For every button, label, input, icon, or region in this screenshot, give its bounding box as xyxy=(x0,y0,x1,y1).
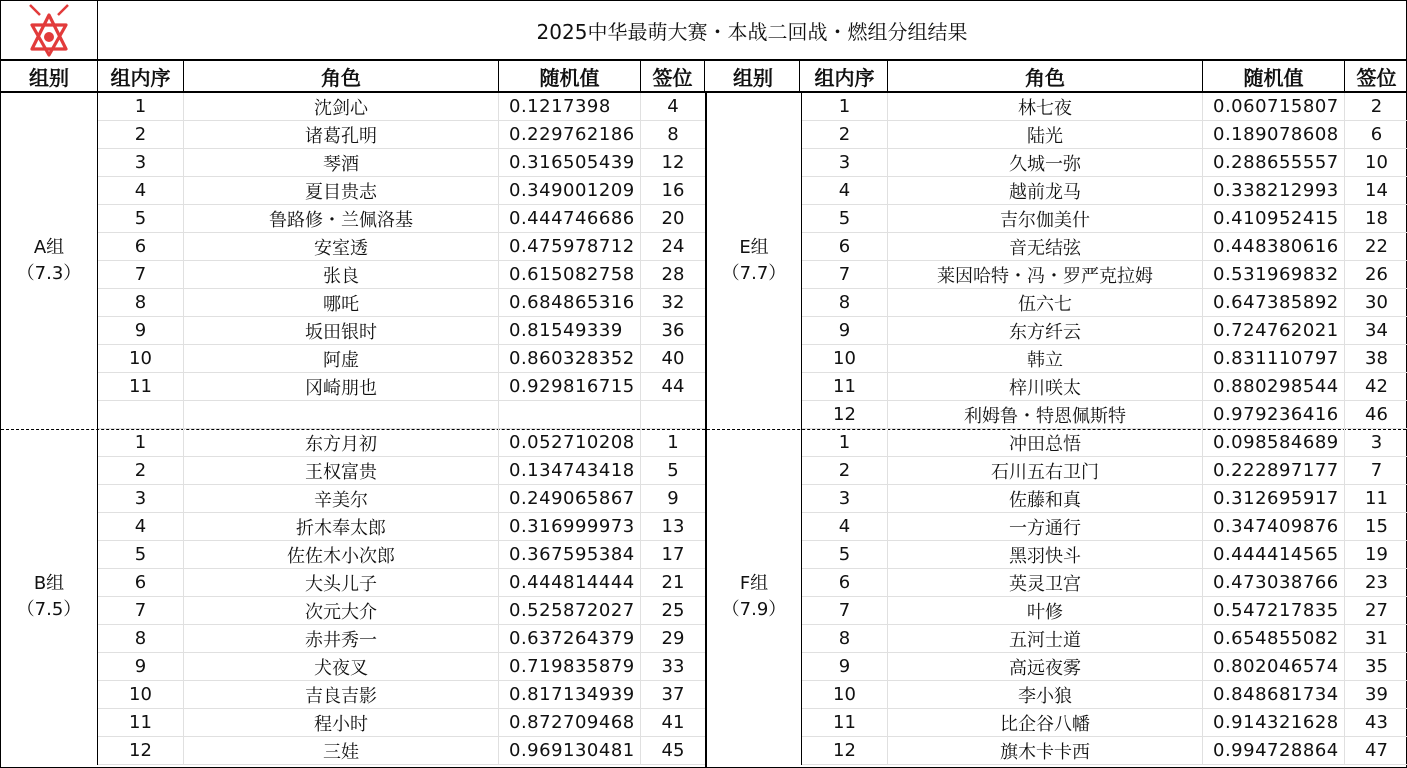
random-value: 0.444414565 xyxy=(1203,541,1345,569)
row-seq: 9 xyxy=(98,317,184,345)
table-row xyxy=(802,121,1407,149)
table-row xyxy=(802,177,1407,205)
draw-slot: 13 xyxy=(641,513,705,541)
table-row xyxy=(98,149,705,177)
table-row xyxy=(98,653,705,681)
row-seq: 3 xyxy=(802,149,888,177)
group-date: （7.9） xyxy=(721,599,787,620)
table-row xyxy=(802,261,1407,289)
group-label xyxy=(707,93,802,429)
table-row xyxy=(98,709,705,737)
row-seq: 4 xyxy=(98,177,184,205)
character-name: 高远夜雾 xyxy=(888,653,1203,681)
table-row xyxy=(802,709,1407,737)
draw-slot: 28 xyxy=(641,261,705,289)
table-row xyxy=(802,569,1407,597)
draw-slot: 30 xyxy=(1345,289,1407,317)
group-name: F组 xyxy=(739,573,769,594)
table-row xyxy=(802,289,1407,317)
table-row xyxy=(802,485,1407,513)
table-row xyxy=(98,429,705,457)
random-value: 0.994728864 xyxy=(1203,737,1345,765)
row-seq: 5 xyxy=(98,541,184,569)
table-row xyxy=(802,681,1407,709)
draw-slot: 34 xyxy=(1345,317,1407,345)
header-cell: 组别 xyxy=(1,61,98,91)
row-seq: 12 xyxy=(98,737,184,765)
character-name: 哪吒 xyxy=(184,289,499,317)
draw-slot: 11 xyxy=(1345,485,1407,513)
character-name: 佐佐木小次郎 xyxy=(184,541,499,569)
random-value: 0.134743418 xyxy=(499,457,641,485)
table-row xyxy=(98,373,705,401)
row-seq: 8 xyxy=(98,289,184,317)
random-value: 0.316505439 xyxy=(499,149,641,177)
row-seq: 2 xyxy=(98,121,184,149)
character-name: 石川五右卫门 xyxy=(888,457,1203,485)
random-value: 0.448380616 xyxy=(1203,233,1345,261)
header-cell: 签位 xyxy=(641,61,705,91)
character-name: 夏目贵志 xyxy=(184,177,499,205)
row-seq: 4 xyxy=(802,177,888,205)
draw-slot: 22 xyxy=(1345,233,1407,261)
character-name: 吉良吉影 xyxy=(184,681,499,709)
row-seq: 2 xyxy=(802,121,888,149)
header-cell: 组内序 xyxy=(98,61,184,91)
row-seq: 2 xyxy=(802,457,888,485)
random-value: 0.81549339 xyxy=(499,317,641,345)
row-seq: 7 xyxy=(98,261,184,289)
random-value: 0.229762186 xyxy=(499,121,641,149)
character-name: 冈崎朋也 xyxy=(184,373,499,401)
header-cell: 组内序 xyxy=(802,61,888,91)
row-seq: 10 xyxy=(802,345,888,373)
row-seq: 10 xyxy=(98,345,184,373)
row-seq: 1 xyxy=(802,429,888,457)
character-name xyxy=(184,401,499,429)
table-header xyxy=(1,61,1406,93)
header-cell: 角色 xyxy=(184,61,499,91)
group-block xyxy=(707,93,1406,429)
random-value: 0.444746686 xyxy=(499,205,641,233)
table-row xyxy=(802,429,1407,457)
character-name: 利姆鲁・特恩佩斯特 xyxy=(888,401,1203,429)
random-value: 0.848681734 xyxy=(1203,681,1345,709)
random-value: 0.189078608 xyxy=(1203,121,1345,149)
random-value: 0.654855082 xyxy=(1203,625,1345,653)
draw-slot: 17 xyxy=(641,541,705,569)
character-name: 诸葛孔明 xyxy=(184,121,499,149)
random-value: 0.914321628 xyxy=(1203,709,1345,737)
character-name: 安室透 xyxy=(184,233,499,261)
table-row xyxy=(802,373,1407,401)
draw-slot: 21 xyxy=(641,569,705,597)
random-value: 0.349001209 xyxy=(499,177,641,205)
draw-slot: 35 xyxy=(1345,653,1407,681)
table-row xyxy=(802,233,1407,261)
random-value: 0.1217398 xyxy=(499,93,641,121)
row-seq: 3 xyxy=(802,485,888,513)
table-row xyxy=(98,317,705,345)
table-row xyxy=(802,149,1407,177)
random-value: 0.052710208 xyxy=(499,429,641,457)
table-row xyxy=(802,401,1407,429)
draw-slot: 46 xyxy=(1345,401,1407,429)
table-row xyxy=(98,513,705,541)
character-name: 赤井秀一 xyxy=(184,625,499,653)
character-name: 东方纤云 xyxy=(888,317,1203,345)
draw-slot: 1 xyxy=(641,429,705,457)
random-value: 0.724762021 xyxy=(1203,317,1345,345)
table-row xyxy=(802,513,1407,541)
row-seq: 2 xyxy=(98,457,184,485)
table-row xyxy=(802,541,1407,569)
random-value: 0.872709468 xyxy=(499,709,641,737)
row-seq: 11 xyxy=(802,373,888,401)
character-name: 程小时 xyxy=(184,709,499,737)
character-name: 旗木卡卡西 xyxy=(888,737,1203,765)
draw-slot: 24 xyxy=(641,233,705,261)
random-value: 0.979236416 xyxy=(1203,401,1345,429)
random-value: 0.098584689 xyxy=(1203,429,1345,457)
group-name: B组 xyxy=(33,573,65,594)
row-seq: 8 xyxy=(802,625,888,653)
table-row xyxy=(802,457,1407,485)
random-value: 0.249065867 xyxy=(499,485,641,513)
random-value: 0.367595384 xyxy=(499,541,641,569)
row-seq: 11 xyxy=(802,709,888,737)
character-name: 吉尔伽美什 xyxy=(888,205,1203,233)
random-value: 0.410952415 xyxy=(1203,205,1345,233)
row-seq: 11 xyxy=(98,709,184,737)
draw-slot: 38 xyxy=(1345,345,1407,373)
row-seq: 5 xyxy=(98,205,184,233)
random-value xyxy=(499,401,641,429)
character-name: 五河士道 xyxy=(888,625,1203,653)
random-value: 0.222897177 xyxy=(1203,457,1345,485)
draw-slot: 41 xyxy=(641,709,705,737)
character-name: 辛美尔 xyxy=(184,485,499,513)
draw-slot: 18 xyxy=(1345,205,1407,233)
row-seq: 1 xyxy=(802,93,888,121)
row-seq: 8 xyxy=(802,289,888,317)
table-row xyxy=(98,681,705,709)
draw-slot: 45 xyxy=(641,737,705,765)
character-name: 林七夜 xyxy=(888,93,1203,121)
draw-slot: 2 xyxy=(1345,93,1407,121)
table-row xyxy=(98,597,705,625)
random-value: 0.969130481 xyxy=(499,737,641,765)
table-row xyxy=(802,737,1407,765)
row-seq: 3 xyxy=(98,149,184,177)
row-seq: 3 xyxy=(98,485,184,513)
random-value: 0.444814444 xyxy=(499,569,641,597)
draw-slot: 20 xyxy=(641,205,705,233)
draw-slot: 16 xyxy=(641,177,705,205)
random-value: 0.547217835 xyxy=(1203,597,1345,625)
row-seq: 10 xyxy=(802,681,888,709)
draw-slot: 47 xyxy=(1345,737,1407,765)
group-label xyxy=(707,429,802,765)
draw-slot xyxy=(641,401,705,429)
group-block xyxy=(1,93,705,429)
table-row xyxy=(98,541,705,569)
character-name: 李小狼 xyxy=(888,681,1203,709)
draw-slot: 39 xyxy=(1345,681,1407,709)
random-value: 0.473038766 xyxy=(1203,569,1345,597)
logo-icon xyxy=(18,1,80,59)
draw-slot: 36 xyxy=(641,317,705,345)
character-name: 冲田总悟 xyxy=(888,429,1203,457)
draw-slot: 4 xyxy=(641,93,705,121)
random-value: 0.312695917 xyxy=(1203,485,1345,513)
draw-slot: 10 xyxy=(1345,149,1407,177)
row-seq: 4 xyxy=(802,513,888,541)
left-half xyxy=(1,93,705,767)
character-name: 犬夜叉 xyxy=(184,653,499,681)
character-name: 沈剑心 xyxy=(184,93,499,121)
row-seq: 5 xyxy=(802,205,888,233)
draw-slot: 12 xyxy=(641,149,705,177)
draw-slot: 7 xyxy=(1345,457,1407,485)
character-name: 莱因哈特・冯・罗严克拉姆 xyxy=(888,261,1203,289)
character-name: 折木奉太郎 xyxy=(184,513,499,541)
row-seq: 7 xyxy=(802,261,888,289)
draw-slot: 44 xyxy=(641,373,705,401)
row-seq: 4 xyxy=(98,513,184,541)
random-value: 0.060715807 xyxy=(1203,93,1345,121)
character-name: 佐藤和真 xyxy=(888,485,1203,513)
character-name: 张良 xyxy=(184,261,499,289)
group-date: （7.3） xyxy=(16,263,82,284)
draw-slot: 23 xyxy=(1345,569,1407,597)
table-row xyxy=(98,261,705,289)
random-value: 0.817134939 xyxy=(499,681,641,709)
random-value: 0.525872027 xyxy=(499,597,641,625)
row-seq: 5 xyxy=(802,541,888,569)
random-value: 0.831110797 xyxy=(1203,345,1345,373)
group-date: （7.7） xyxy=(721,263,787,284)
row-seq: 6 xyxy=(98,233,184,261)
draw-slot: 37 xyxy=(641,681,705,709)
character-name: 大头儿子 xyxy=(184,569,499,597)
character-name: 琴酒 xyxy=(184,149,499,177)
table-row xyxy=(802,653,1407,681)
draw-slot: 42 xyxy=(1345,373,1407,401)
table-row xyxy=(98,233,705,261)
random-value: 0.347409876 xyxy=(1203,513,1345,541)
character-name: 韩立 xyxy=(888,345,1203,373)
table-row xyxy=(802,93,1407,121)
row-seq: 9 xyxy=(802,653,888,681)
character-name: 王权富贵 xyxy=(184,457,499,485)
character-name: 比企谷八幡 xyxy=(888,709,1203,737)
character-name: 鲁路修・兰佩洛基 xyxy=(184,205,499,233)
character-name: 英灵卫宫 xyxy=(888,569,1203,597)
random-value: 0.647385892 xyxy=(1203,289,1345,317)
table-row xyxy=(98,205,705,233)
draw-slot: 40 xyxy=(641,345,705,373)
character-name: 越前龙马 xyxy=(888,177,1203,205)
right-half xyxy=(705,93,1406,767)
row-seq: 7 xyxy=(98,597,184,625)
random-value: 0.637264379 xyxy=(499,625,641,653)
group-block xyxy=(707,429,1406,765)
table-row xyxy=(98,485,705,513)
draw-slot: 26 xyxy=(1345,261,1407,289)
table-row xyxy=(802,317,1407,345)
random-value: 0.615082758 xyxy=(499,261,641,289)
random-value: 0.475978712 xyxy=(499,233,641,261)
character-name: 伍六七 xyxy=(888,289,1203,317)
draw-slot: 5 xyxy=(641,457,705,485)
draw-slot: 29 xyxy=(641,625,705,653)
table-row xyxy=(98,569,705,597)
row-seq: 7 xyxy=(802,597,888,625)
draw-slot: 9 xyxy=(641,485,705,513)
draw-slot: 15 xyxy=(1345,513,1407,541)
draw-slot: 32 xyxy=(641,289,705,317)
row-seq: 12 xyxy=(802,737,888,765)
group-block xyxy=(1,429,705,765)
row-seq: 10 xyxy=(98,681,184,709)
table-row xyxy=(802,345,1407,373)
draw-slot: 3 xyxy=(1345,429,1407,457)
random-value: 0.880298544 xyxy=(1203,373,1345,401)
table-row xyxy=(98,177,705,205)
row-seq: 6 xyxy=(802,233,888,261)
character-name: 音无结弦 xyxy=(888,233,1203,261)
header-cell: 随机值 xyxy=(1203,61,1345,91)
random-value: 0.684865316 xyxy=(499,289,641,317)
random-value: 0.719835879 xyxy=(499,653,641,681)
row-seq: 6 xyxy=(802,569,888,597)
row-seq: 6 xyxy=(98,569,184,597)
row-seq: 8 xyxy=(98,625,184,653)
row-seq: 9 xyxy=(98,653,184,681)
logo xyxy=(1,1,98,59)
header-cell: 随机值 xyxy=(499,61,641,91)
draw-slot: 25 xyxy=(641,597,705,625)
table-row xyxy=(98,121,705,149)
character-name: 陆光 xyxy=(888,121,1203,149)
draw-slot: 27 xyxy=(1345,597,1407,625)
character-name: 久城一弥 xyxy=(888,149,1203,177)
table-row xyxy=(98,457,705,485)
row-seq: 12 xyxy=(802,401,888,429)
draw-slot: 19 xyxy=(1345,541,1407,569)
draw-slot: 8 xyxy=(641,121,705,149)
random-value: 0.802046574 xyxy=(1203,653,1345,681)
draw-slot: 31 xyxy=(1345,625,1407,653)
draw-slot: 43 xyxy=(1345,709,1407,737)
table-row xyxy=(802,205,1407,233)
title-row xyxy=(1,1,1406,61)
character-name: 东方月初 xyxy=(184,429,499,457)
character-name: 阿虚 xyxy=(184,345,499,373)
random-value: 0.338212993 xyxy=(1203,177,1345,205)
table-row xyxy=(802,625,1407,653)
group-label xyxy=(1,93,98,429)
header-cell: 角色 xyxy=(888,61,1203,91)
random-value: 0.316999973 xyxy=(499,513,641,541)
draw-slot: 14 xyxy=(1345,177,1407,205)
page-title: 2025中华最萌大赛・本战二回战・燃组分组结果 xyxy=(536,19,968,44)
row-seq: 1 xyxy=(98,93,184,121)
row-seq: 1 xyxy=(98,429,184,457)
draw-slot: 33 xyxy=(641,653,705,681)
random-value: 0.531969832 xyxy=(1203,261,1345,289)
table-row xyxy=(98,289,705,317)
character-name: 三娃 xyxy=(184,737,499,765)
row-seq xyxy=(98,401,184,429)
header-cell: 组别 xyxy=(707,61,800,91)
group-date: （7.5） xyxy=(16,599,82,620)
table-row xyxy=(98,401,705,429)
row-seq: 11 xyxy=(98,373,184,401)
character-name: 黑羽快斗 xyxy=(888,541,1203,569)
group-name: A组 xyxy=(33,237,65,258)
draw-slot: 6 xyxy=(1345,121,1407,149)
character-name: 叶修 xyxy=(888,597,1203,625)
character-name: 梓川咲太 xyxy=(888,373,1203,401)
header-cell: 签位 xyxy=(1356,65,1397,90)
character-name: 次元大介 xyxy=(184,597,499,625)
random-value: 0.288655557 xyxy=(1203,149,1345,177)
table-row xyxy=(802,597,1407,625)
table-row xyxy=(98,737,705,765)
character-name: 一方通行 xyxy=(888,513,1203,541)
table-row xyxy=(98,93,705,121)
group-name: E组 xyxy=(739,237,769,258)
row-seq: 9 xyxy=(802,317,888,345)
random-value: 0.929816715 xyxy=(499,373,641,401)
group-label xyxy=(1,429,98,765)
random-value: 0.860328352 xyxy=(499,345,641,373)
character-name: 坂田银时 xyxy=(184,317,499,345)
table-row xyxy=(98,625,705,653)
table-row xyxy=(98,345,705,373)
